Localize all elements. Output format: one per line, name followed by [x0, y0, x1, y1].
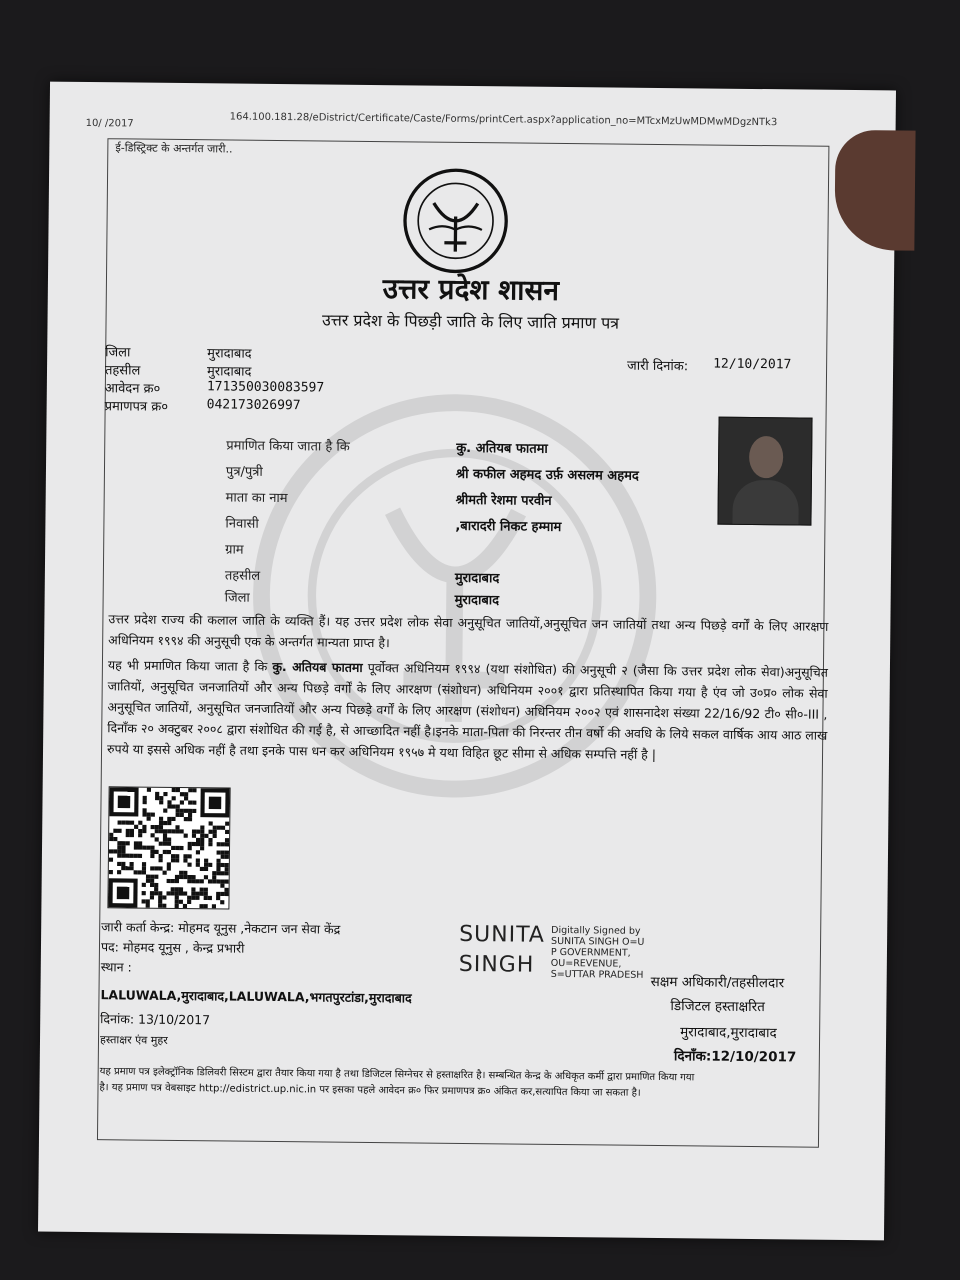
field-district-label: जिला [224, 590, 250, 606]
digital-signature-line: P GOVERNMENT, [550, 946, 631, 959]
issuer-center: जारी कर्ता केन्द्र: मोहमद यूनुस ,नेकटान जन सेवा केंद्र [101, 919, 341, 937]
village-label: ग्राम [225, 542, 244, 558]
application-number-value: 171350030083597 [206, 379, 325, 396]
field-district-value: मुरादाबाद [454, 592, 500, 609]
certified-label: प्रमाणित किया जाता है कि [226, 438, 350, 455]
mother-name: श्रीमती रेशमा परवीन [455, 492, 552, 509]
digital-signature-line: OU=REVENUE, [550, 957, 622, 970]
issued-under-text: ई-डिस्ट्रिक्ट के अन्तर्गत जारी.. [115, 141, 233, 156]
issuer-place-label: स्थान : [100, 959, 132, 975]
digital-signature-line: SUNITA SINGH O=U [551, 935, 645, 948]
tehsil-label: तहसील [104, 363, 141, 379]
authority-date: दिनाँक:12/10/2017 [673, 1048, 797, 1066]
certified-name: कु. अतियब फातमा [456, 440, 548, 457]
certificate-subtitle: उत्तर प्रदेश के पिछड़ी जाति के लिए जाति प्रमाण पत्र [321, 310, 620, 333]
digital-signature-line: S=UTTAR PRADESH [550, 968, 644, 981]
signature-name-line1: SUNITA [459, 921, 546, 948]
issuer-date: दिनांक: 13/10/2017 [100, 1011, 211, 1028]
footer-line: है। यह प्रमाण पत्र वेबसाइट http://edistrict.up.nic.in पर इसका पहले आवेदन क्र० फिर प्रमाणपत्र क्र० अंकित कर,सत्यापित किया जा सकता है। [99, 1082, 641, 1099]
parent-label: पुत्र/पुत्री [225, 464, 263, 480]
certificate-number-label: प्रमाणपत्र क्र० [104, 399, 169, 415]
district-label: जिला [105, 345, 131, 361]
resident-value: ,बारादरी निकट हम्माम [455, 518, 562, 535]
authority-place: मुरादाबाद,मुरादाबाद [680, 1024, 777, 1042]
issue-date-value: 12/10/2017 [713, 356, 792, 373]
field-tehsil-value: मुरादाबाद [454, 570, 500, 587]
application-number-label: आवेदन क्र० [104, 381, 161, 397]
parent-name: श्री कफील अहमद उर्फ़ असलम अहमद [455, 466, 639, 484]
tehsil-value: मुरादाबाद [206, 364, 252, 380]
footer-line: यह प्रमाण पत्र इलेक्ट्रॉनिक डिलिवरी सिस्टम द्वारा तैयार किया गया है तथा डिजिटल सिग्नेचर से हस्ताक्षरित है। सम्बन्धित केन्द्र के अधिकृत कर्मी द्वारा प्रमाणित किया गया [99, 1066, 695, 1084]
resident-label: निवासी [225, 516, 259, 532]
issue-date-label: जारी दिनांक: [627, 358, 689, 375]
issuer-post: पद: मोहमद यूनुस , केन्द्र प्रभारी [100, 939, 245, 956]
caste-paragraph: उत्तर प्रदेश राज्य की कलाल जाति के व्यक्ति हैं। यह उत्तर प्रदेश लोक सेवा अनुसूचित जातियों,अनुसूचित जन जातियों तथा अन्य पिछड़े वर्गों के लिए आरक्षण अधिनियम १९९४ की अनुसूची एक के अन्तर्गत मान्यता प्राप्त है। [108, 611, 829, 651]
digital-signature-block [551, 925, 645, 981]
browser-print-date: 10/ /2017 [85, 117, 134, 130]
mother-label: माता का नाम [225, 490, 288, 507]
up-government-emblem [400, 165, 511, 276]
page-title: उत्तर प्रदेश शासन [382, 272, 560, 307]
qr-code [107, 786, 230, 909]
district-value: मुरादाबाद [207, 346, 252, 362]
digital-signature-line: Digitally Signed by [551, 924, 641, 937]
certification-body: पूर्वोक्त अधिनियम १९९४ (यथा संशोधित) की अनुसूची २ (जैसा कि उत्तर प्रदेश लोक सेवा)अनुसूचित जातियों, अनुसूचित जनजातियों और अन्य पिछड़े वर्गों के लिए आरक्षण (संशोधन) अधिनियम २००१ द्वारा प्रतिस्थापित किया गया है एंव जो उ०प्र० लोक सेवा अनुसूचित जातियों, अनुसूचित जनजातियों और अन्य पिछड़े वर्गों के लिए आरक्षण (संशोधन) अधिनियम २००२ एवं शासनादेश संख्या 22/16/92 टी० सी०-III , दिनाँक २० अक्टुबर २००८ द्वारा संशोधित की गई है, से आच्छादित नहीं है।इनके माता-पिता की निरन्तर तीन वर्षो की अवधि के लिये सकल वार्षिक आय आठ लाख रुपये या इससे अधिक नहीं है तथा इनके पास धन कर अधिनियम १९५७ मे यथा विहित छूट सीमा से अधिक सम्पत्ति नहीं है | [106, 659, 828, 762]
certificate-paper [38, 82, 896, 1241]
certificate-number-value: 042173026997 [206, 397, 301, 414]
signature-name-line2: SINGH [458, 951, 535, 978]
issuer-seal-label: हस्ताक्षर एंव मुहर [99, 1033, 168, 1047]
certification-name: कु. अतियब फातमा [272, 658, 363, 675]
certification-paragraph [107, 654, 828, 767]
browser-print-url: 164.100.181.28/eDistrict/Certificate/Caste/Forms/printCert.aspx?application_no=MTcxMzUwMDMwMDgzNTk3 [229, 111, 778, 129]
field-tehsil-label: तहसील [224, 568, 261, 584]
applicant-photo [717, 417, 812, 526]
issuer-place-value: LALUWALA,मुरादाबाद,LALUWALA,भगतपुरटांडा,मुरादाबाद [100, 987, 412, 1006]
authority-signed: डिजिटल हस्ताक्षरित [670, 998, 765, 1016]
authority-designation: सक्षम अधिकारी/तहसीलदार [650, 973, 785, 992]
thumb [834, 130, 915, 251]
certification-prefix: यह भी प्रमाणित किया जाता है कि [107, 657, 268, 674]
